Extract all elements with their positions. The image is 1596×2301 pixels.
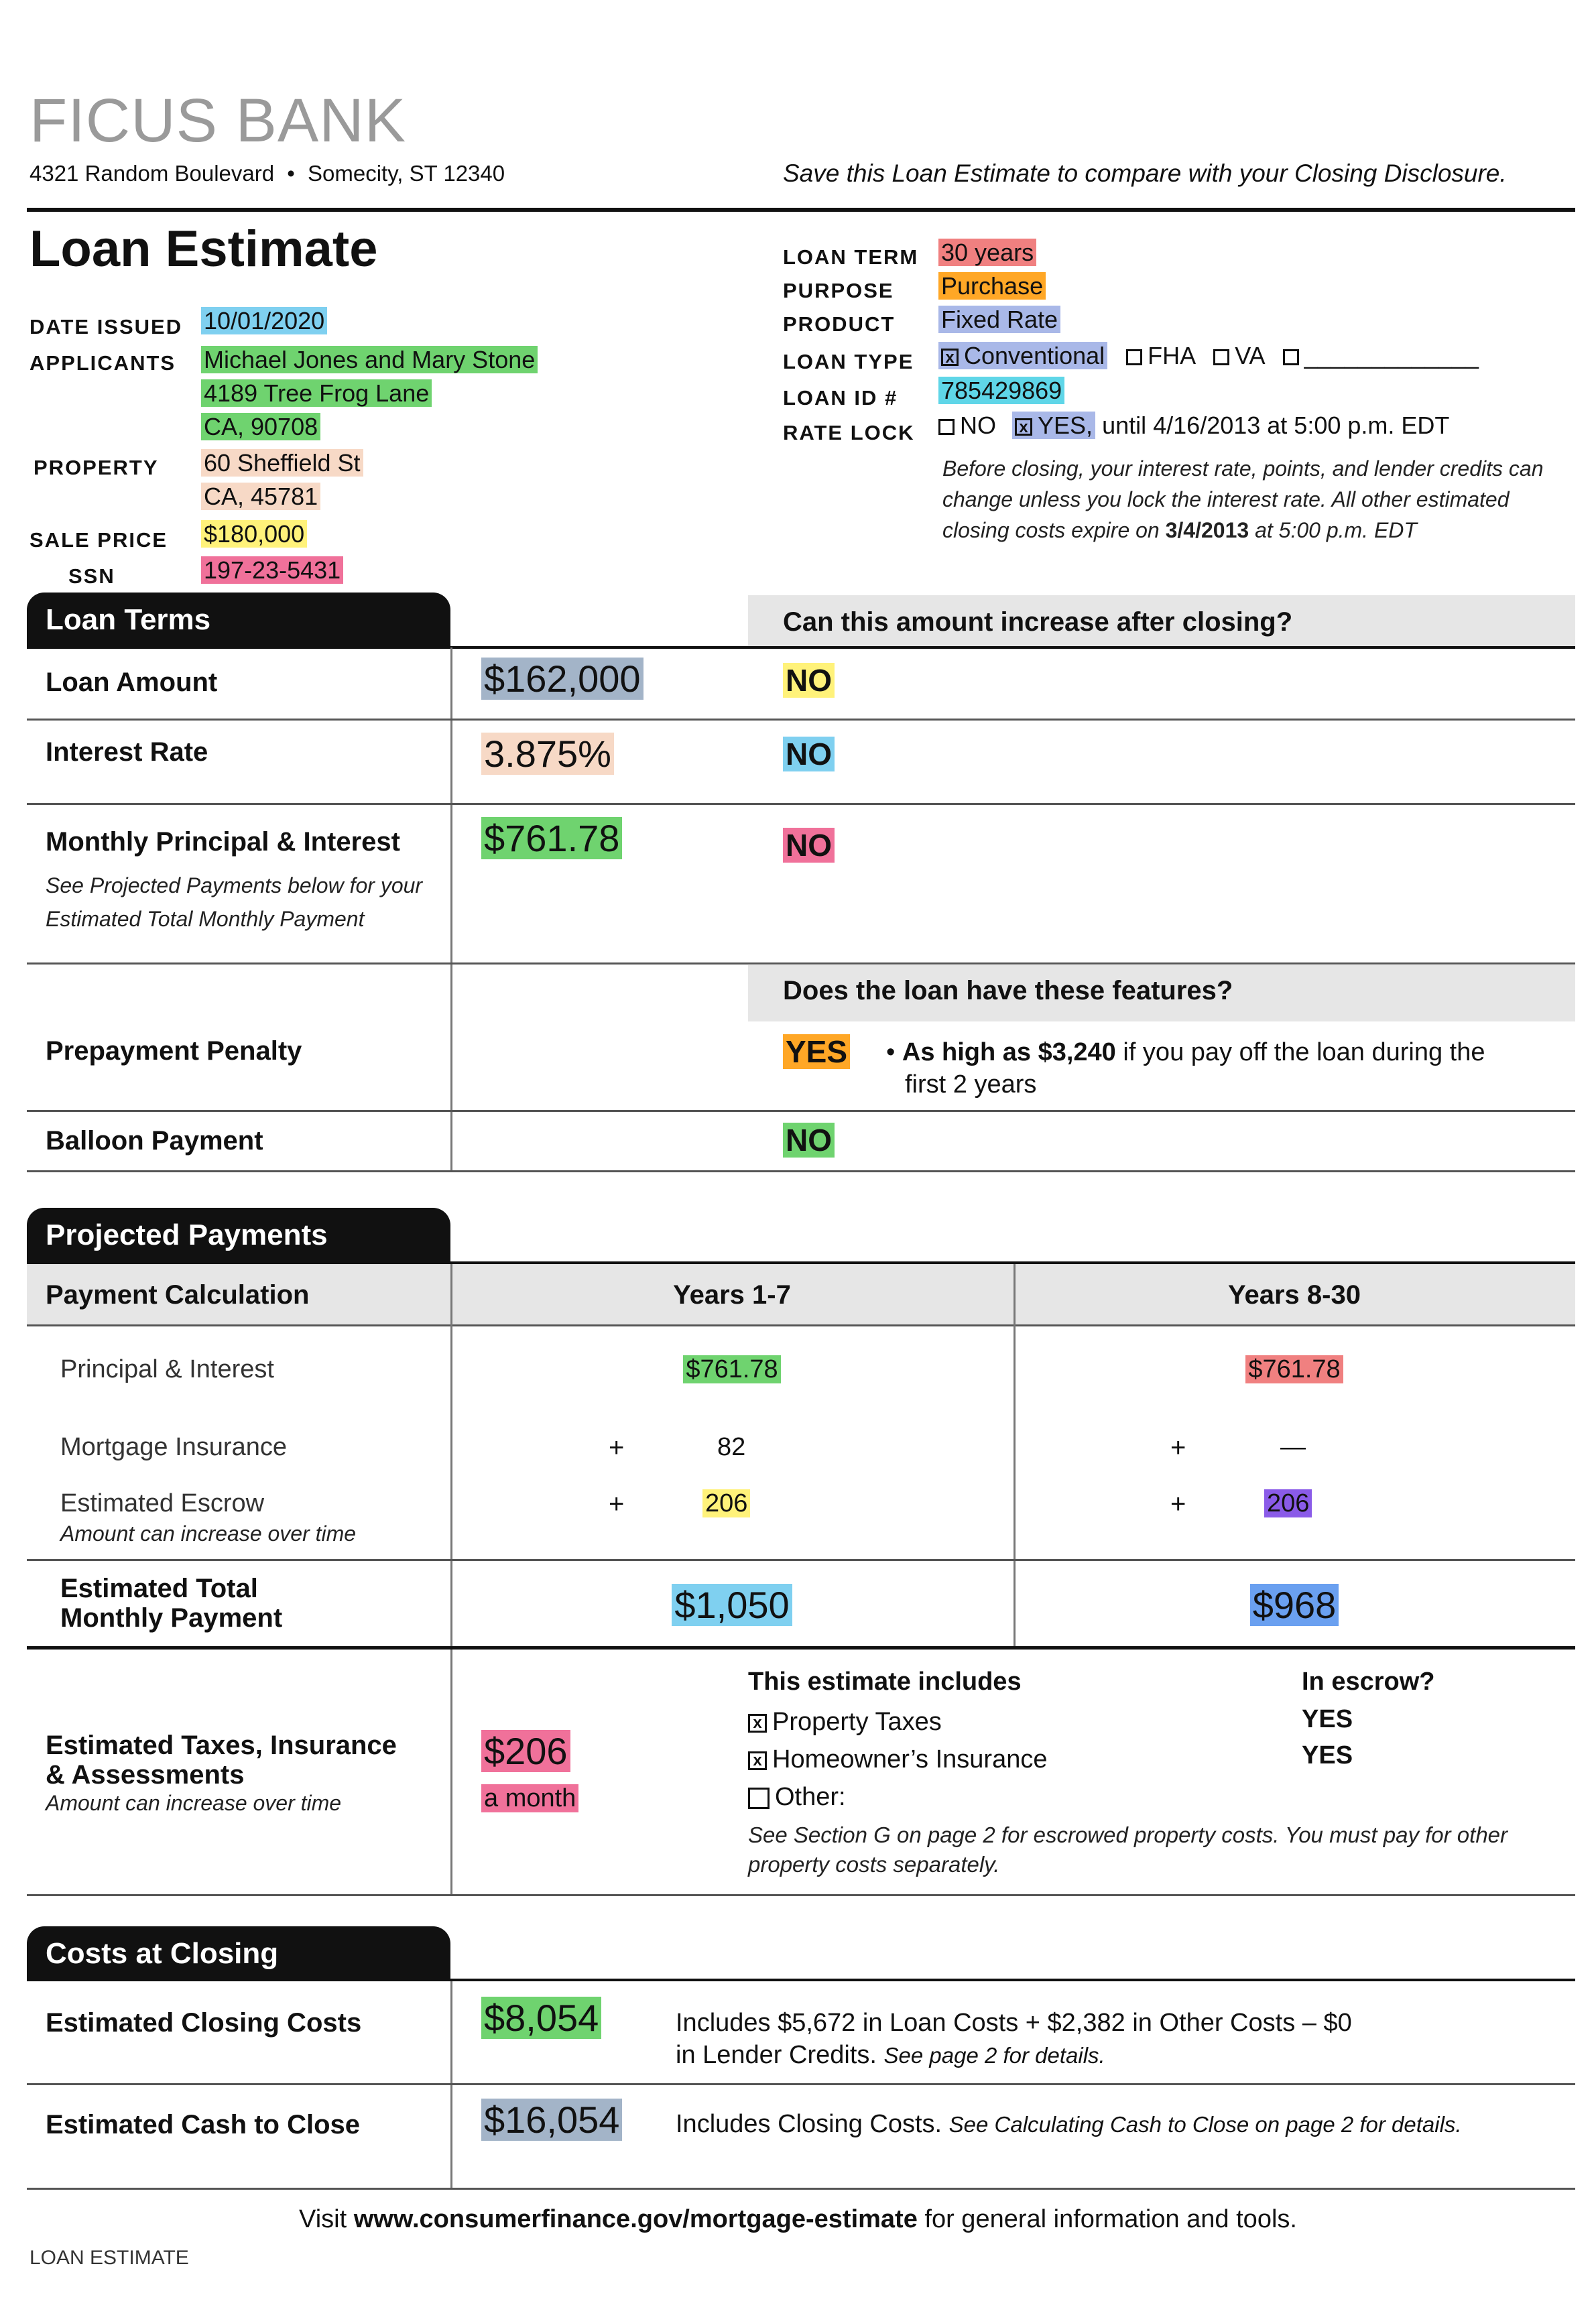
cash-to-close-desc-a: Includes Closing Costs. — [676, 2110, 942, 2138]
question-increase-after-closing: Can this amount increase after closing? — [783, 607, 1293, 637]
row-rule — [27, 1559, 1575, 1561]
applicants-names: Michael Jones and Mary Stone — [201, 346, 538, 373]
mpi-note-line2: Estimated Total Monthly Payment — [46, 907, 365, 931]
include-property-taxes-label: Property Taxes — [772, 1708, 942, 1736]
total-rule — [27, 1646, 1575, 1650]
mi-col2-plus: + — [1170, 1433, 1186, 1463]
loan-type-options — [938, 342, 1479, 370]
address-separator: • — [287, 161, 295, 186]
loan-terms-col-divider — [450, 647, 452, 1170]
property-street: 60 Sheffield St — [201, 449, 363, 477]
escrow-col1: 206 — [702, 1489, 750, 1517]
sale-price: $180,000 — [201, 520, 307, 548]
balloon-answer-text: NO — [783, 1123, 835, 1158]
cash-to-close-desc-b: See Calculating Cash to Close on page 2 for details. — [948, 2112, 1462, 2137]
mpi-label: Monthly Principal & Interest — [46, 827, 400, 857]
closing-bottom-rule — [27, 2188, 1575, 2190]
includes-header: This estimate includes — [748, 1668, 1022, 1696]
checkbox-icon[interactable] — [1213, 349, 1229, 365]
loan-type-conventional-label: Conventional — [964, 342, 1105, 369]
projected-payments-tab: Projected Payments — [27, 1208, 450, 1263]
loan-amount-label: Loan Amount — [46, 668, 218, 697]
applicant-address-city: CA, 90708 — [201, 413, 320, 440]
loan-type-va-label: VA — [1235, 342, 1264, 369]
mpi-note-line1: See Projected Payments below for your — [46, 873, 423, 897]
loan-type-fha-label: FHA — [1148, 342, 1195, 369]
header-rule — [27, 208, 1575, 212]
consumerfinance-link[interactable]: www.consumerfinance.gov/mortgage-estimate — [353, 2205, 918, 2233]
mpi-answer-text: NO — [783, 828, 835, 863]
rate-lock-options — [938, 412, 1449, 440]
mpi-value-wrap — [481, 816, 622, 860]
rate-lock-until: until 4/16/2013 at 5:00 p.m. EDT — [1102, 412, 1450, 439]
taxes-value: $206 — [481, 1730, 570, 1772]
rate-lock-note — [942, 453, 1543, 546]
taxes-value-wrap — [481, 1729, 570, 1773]
interest-rate: 3.875% — [481, 733, 614, 775]
taxes-note: Amount can increase over time — [46, 1791, 342, 1815]
mi-col2: — — [1280, 1433, 1306, 1461]
escrow-footnote-line2: property costs separately. — [748, 1852, 1000, 1877]
mi-col1: 82 — [717, 1433, 746, 1461]
taxes-period: a month — [481, 1784, 578, 1812]
loan-terms-tab: Loan Terms — [27, 593, 450, 647]
loan-type-label: LOAN TYPE — [783, 350, 914, 373]
cash-to-close-value-wrap — [481, 2098, 622, 2141]
closing-costs-label: Estimated Closing Costs — [46, 2008, 362, 2038]
costs-at-closing-tab: Costs at Closing — [27, 1926, 450, 1980]
homeowners-escrow: YES — [1302, 1741, 1353, 1769]
taxes-bottom-rule — [27, 1894, 1575, 1896]
calc-header-rule — [27, 1324, 1575, 1326]
ssn: 197-23-5431 — [201, 556, 343, 584]
property-block — [201, 446, 363, 513]
loan-amount-answer-text: NO — [783, 663, 835, 698]
escrow-label: Estimated Escrow — [60, 1489, 265, 1517]
escrow-footnote-line1: See Section G on page 2 for escrowed property costs. You must pay for other — [748, 1822, 1508, 1847]
checked-checkbox-icon[interactable]: x — [1015, 418, 1032, 436]
pi-col2-wrap — [1014, 1355, 1575, 1384]
cash-to-close-desc — [676, 2110, 1462, 2139]
interest-rate-label: Interest Rate — [46, 737, 208, 767]
escrow-col2-wrap — [1264, 1489, 1312, 1518]
property-city: CA, 45781 — [201, 483, 320, 510]
bullet-icon: • — [886, 1038, 896, 1066]
product-label: PRODUCT — [783, 312, 896, 336]
sale-price-value — [201, 520, 307, 548]
footer-form-name: LOAN ESTIMATE — [29, 2247, 189, 2269]
purpose-value — [938, 272, 1046, 300]
taxes-period-wrap — [481, 1784, 578, 1813]
checked-checkbox-icon[interactable]: x — [941, 349, 959, 366]
balloon-answer — [783, 1122, 835, 1158]
page-title: Loan Estimate — [29, 221, 378, 277]
loan-term-value — [938, 239, 1036, 267]
loan-terms-top-rule — [27, 646, 1575, 649]
closing-costs-value: $8,054 — [481, 1997, 601, 2039]
loan-id-value — [938, 377, 1064, 405]
prepay-detail — [886, 1036, 1485, 1101]
checkbox-icon[interactable] — [1126, 349, 1142, 365]
pi-col1-wrap — [450, 1355, 1014, 1384]
ssn-value — [201, 556, 343, 584]
save-note: Save this Loan Estimate to compare with your Closing Disclosure. — [783, 160, 1507, 187]
total-label-line1: Estimated Total — [60, 1574, 258, 1603]
product-value — [938, 306, 1060, 334]
checked-checkbox-icon[interactable]: x — [748, 1751, 767, 1770]
calc-label: Payment Calculation — [46, 1280, 310, 1310]
applicants-block — [201, 343, 538, 444]
closing-costs-desc-line1: Includes $5,672 in Loan Costs + $2,382 in Other Costs – $0 — [676, 2009, 1352, 2037]
loan-id-label: LOAN ID # — [783, 386, 898, 410]
mpi-answer — [783, 827, 835, 863]
mi-label: Mortgage Insurance — [60, 1433, 287, 1461]
rate-lock-yes[interactable] — [1012, 412, 1095, 439]
total-col2-wrap — [1014, 1583, 1575, 1627]
loan-terms-bottom-rule — [27, 1170, 1575, 1172]
ssn-label: SSN — [68, 564, 115, 588]
loan-amount-value — [481, 657, 643, 700]
rate-lock-yes-label: YES, — [1038, 412, 1093, 439]
date-issued-label: DATE ISSUED — [29, 315, 183, 338]
total-label — [60, 1574, 282, 1633]
rate-lock-note-line1: Before closing, your interest rate, points, and lender credits can — [942, 456, 1544, 481]
checked-checkbox-icon[interactable]: x — [748, 1714, 767, 1733]
product: Fixed Rate — [938, 306, 1060, 333]
include-homeowners-label: Homeowner’s Insurance — [772, 1745, 1048, 1774]
rate-lock-no-label: NO — [960, 412, 996, 439]
interest-rate-answer-text: NO — [783, 737, 835, 771]
applicant-address-street: 4189 Tree Frog Lane — [201, 379, 432, 407]
loan-type-other[interactable] — [1283, 342, 1479, 369]
taxes-label-line2: & Assessments — [46, 1760, 245, 1790]
closing-costs-desc-line2: in Lender Credits. See page 2 for details. — [676, 2041, 1105, 2069]
closing-costs-desc — [676, 2007, 1352, 2072]
prepay-answer — [783, 1034, 850, 1070]
prepay-detail-text2: first 2 years — [905, 1070, 1037, 1099]
loan-id: 785429869 — [938, 377, 1064, 404]
include-other[interactable] — [748, 1783, 846, 1812]
col1-header: Years 1-7 — [673, 1280, 791, 1310]
cash-to-close-value: $16,054 — [481, 2099, 622, 2141]
pi-col1: $761.78 — [683, 1355, 780, 1383]
property-taxes-escrow: YES — [1302, 1705, 1353, 1733]
bank-address — [29, 161, 505, 186]
loan-type-other-blank: _____________ — [1304, 342, 1479, 369]
pi-col2: $761.78 — [1245, 1355, 1343, 1383]
rate-lock-note-line3: closing costs expire on 3/4/2013 at 5:00 p.m. EDT — [942, 518, 1417, 542]
include-other-label: Other: — [775, 1783, 846, 1811]
total-label-line2: Monthly Payment — [60, 1603, 283, 1633]
checkbox-icon[interactable] — [938, 419, 955, 435]
row-rule — [27, 803, 1575, 805]
loan-amount: $162,000 — [481, 658, 643, 700]
taxes-label-line1: Estimated Taxes, Insurance — [46, 1731, 397, 1760]
escrow-footnote — [748, 1820, 1508, 1879]
footer-visit — [0, 2205, 1596, 2234]
rate-lock-label: RATE LOCK — [783, 421, 915, 444]
closing-col-divider — [450, 1981, 452, 2189]
bank-city: Somecity, ST 12340 — [308, 161, 505, 186]
property-label: PROPERTY — [34, 456, 159, 479]
loan-term-label: LOAN TERM — [783, 245, 919, 269]
row-rule — [27, 719, 1575, 721]
escrow-col1-plus: + — [609, 1489, 625, 1519]
closing-top-rule — [27, 1979, 1575, 1981]
bank-street: 4321 Random Boulevard — [29, 161, 275, 186]
loan-term: 30 years — [938, 239, 1036, 266]
escrow-col2: 206 — [1264, 1489, 1312, 1517]
balloon-label: Balloon Payment — [46, 1126, 263, 1156]
row-rule — [27, 962, 1575, 965]
sale-price-label: SALE PRICE — [29, 528, 168, 552]
rate-lock-no[interactable] — [938, 412, 996, 439]
mpi-note — [46, 869, 422, 936]
interest-rate-value — [481, 732, 614, 775]
row-rule — [27, 2083, 1575, 2085]
total-col2: $968 — [1250, 1584, 1339, 1626]
include-homeowners[interactable] — [748, 1745, 1047, 1774]
cash-to-close-label: Estimated Cash to Close — [46, 2110, 361, 2139]
checkbox-icon[interactable] — [748, 1788, 770, 1809]
bank-name: FICUS BANK — [29, 86, 407, 155]
question-loan-features: Does the loan have these features? — [783, 976, 1233, 1005]
purpose-label: PURPOSE — [783, 279, 894, 302]
applicants-label: APPLICANTS — [29, 351, 176, 375]
interest-rate-answer — [783, 736, 835, 772]
escrow-col2-plus: + — [1170, 1489, 1186, 1519]
loan-type-fha[interactable] — [1126, 342, 1194, 369]
loan-type-conventional[interactable] — [938, 342, 1107, 369]
footer-visit-a: Visit — [299, 2205, 347, 2233]
closing-costs-value-wrap — [481, 1996, 601, 2040]
row-rule — [27, 1110, 1575, 1112]
date-issued-value — [201, 307, 327, 335]
escrow-note: Amount can increase over time — [60, 1521, 357, 1546]
taxes-label — [46, 1731, 397, 1790]
date-issued: 10/01/2020 — [201, 307, 327, 334]
prepay-answer-text: YES — [783, 1034, 850, 1069]
prepay-detail-text1: if you pay off the loan during the — [1123, 1038, 1485, 1066]
loan-amount-answer — [783, 662, 835, 698]
escrow-col1-wrap — [702, 1489, 750, 1518]
footer-visit-b: for general information and tools. — [924, 2205, 1297, 2233]
total-col1-wrap — [450, 1583, 1014, 1627]
in-escrow-header: In escrow? — [1302, 1668, 1435, 1696]
mpi-value: $761.78 — [481, 817, 622, 859]
mi-col1-plus: + — [609, 1433, 625, 1463]
pi-label: Principal & Interest — [60, 1355, 274, 1383]
include-property-taxes[interactable] — [748, 1708, 942, 1737]
rate-lock-note-line2: change unless you lock the interest rate. All other estimated — [942, 487, 1510, 511]
purpose: Purchase — [938, 272, 1046, 300]
loan-type-va[interactable] — [1213, 342, 1264, 369]
prepay-label: Prepayment Penalty — [46, 1036, 302, 1066]
prepay-detail-amount: As high as $3,240 — [902, 1038, 1116, 1066]
checkbox-icon[interactable] — [1283, 349, 1299, 365]
total-col1: $1,050 — [672, 1584, 792, 1626]
col2-header: Years 8-30 — [1228, 1280, 1361, 1310]
